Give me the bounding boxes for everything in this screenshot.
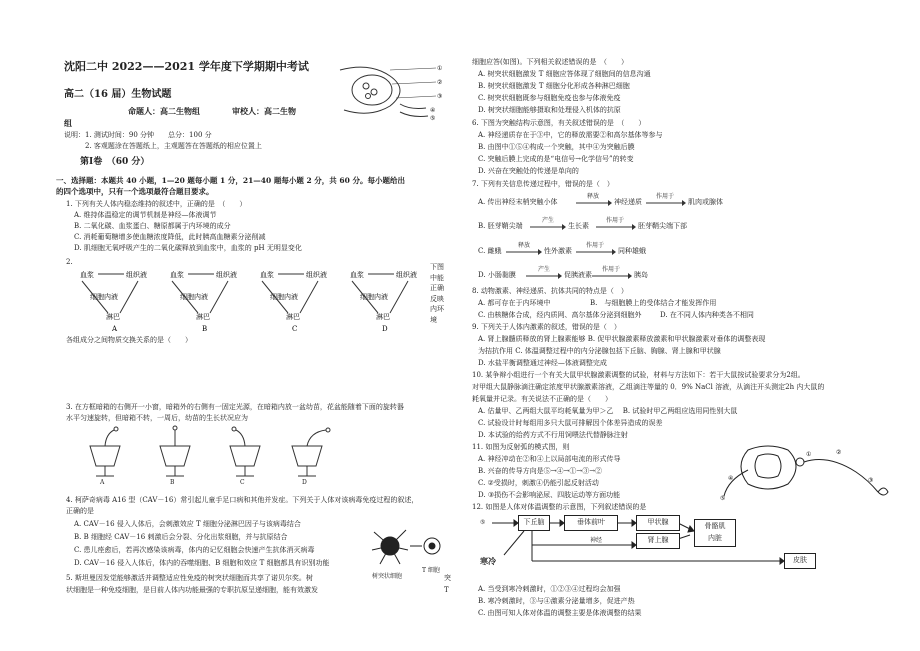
question-7: 7. 下列有关信息传递过程中，错误的是（ ）: [472, 180, 614, 188]
q5-side-2: T: [444, 586, 449, 594]
q7-b-middle: 生长素: [568, 222, 589, 230]
svg-text:组织液: 组织液: [306, 271, 327, 279]
q6-option-d: D. 兴奋在突触处的传递是单向的: [478, 167, 579, 175]
question-10: 10. 某争辩小组进行一个有关大鼠甲状腺激素调整的试验，材料与方法如下：若干大鼠按试验要求分为2组。: [472, 371, 805, 379]
q7-d-arrow1: [526, 273, 562, 279]
q7-c-verb1: 释放: [518, 242, 531, 249]
q7-c-verb2: 作用于: [586, 242, 605, 249]
svg-text:组织液: 组织液: [396, 271, 417, 279]
q12-option-a: A. 当受到寒冷刺激时，①②③④过程均会加强: [478, 585, 621, 593]
q8-option-b: B. 与细胞膜上的受体结合才能发挥作用: [590, 299, 717, 307]
q9-option-a: A. 肾上腺髓质释放的肾上腺素能够 B. 促甲状腺激素释放激素和甲状腺激素对垂体的调整表现: [478, 335, 766, 343]
authors-tail: 组: [64, 118, 72, 128]
q7-b-source: B. 胚芽鞘尖端: [478, 222, 523, 230]
node-thyroid: 甲状腺: [636, 515, 680, 531]
note-2: 2. 客观题涂在答题纸上，主观题答在答题纸的相应位置上: [64, 142, 262, 150]
svg-text:血浆: 血浆: [260, 271, 274, 279]
q4-option-a: A. CAV－16 侵入人体后，会刺激效应 T 细胞分泌淋巴因子与该病毒结合: [74, 520, 301, 528]
q5-option-b: B. 树突状细胞激发 T 细胞分化形成各种淋巴细胞: [478, 82, 630, 90]
q4-option-d: D. CAV－16 侵入人体后，体内的吞噬细胞、B 细胞和效应 T 细胞都具有识别功能: [74, 559, 330, 567]
question-12: 12. 如图是人体对体温调整的示意图，下列叙述错误的是: [472, 503, 647, 511]
q1-option-d: D. 肌细胞无氧呼吸产生的二氧化碳释放到血浆中，血浆的 pH 无明显变化: [74, 244, 302, 252]
node-pituitary: 垂体前叶: [564, 515, 618, 531]
svg-text:细胞内液: 细胞内液: [90, 293, 118, 301]
svg-text:⑤: ⑤: [430, 115, 436, 122]
q3-label-d: D: [302, 479, 307, 486]
q6-option-b: B. 由图中①⑤④构成一个突触，其中④为突触后膜: [478, 143, 635, 151]
q7-a-middle: 神经递质: [614, 198, 642, 206]
q2-side-text: 下图 中能 正确 反映 内环 境: [430, 263, 444, 324]
q10-option-a: A. 估量甲、乙两组大鼠平均耗氧量为甲＞乙 B. 试验时甲乙两组应选用同性别大鼠: [478, 407, 738, 415]
q1-option-b: B. 二氧化碳、血浆蛋白、糖原都属于内环境的成分: [74, 222, 231, 230]
svg-text:细胞内液: 细胞内液: [180, 293, 208, 301]
q11-option-c: C. ②受损时，刺激④仍能引起反射活动: [478, 479, 599, 487]
question-1: 1. 下列有关人体内稳态维持的叙述中，正确的是 （ ）: [66, 200, 247, 208]
q7-b-target: 胚芽鞘尖端下部: [638, 222, 687, 230]
q5-option-a: A. 树突状细胞激发 T 细胞应答体现了细胞间的信息沟通: [478, 70, 651, 78]
exam-title: 沈阳二中 2022——2021 学年度下学期期中考试: [64, 60, 309, 73]
question-9: 9. 下列关于人体内激素的叙述，错误的是（ ）: [472, 323, 621, 331]
q7-a-target: 肌肉或腺体: [688, 198, 723, 206]
node-skin: 皮肤: [784, 553, 816, 569]
question-2: 2.: [66, 258, 73, 266]
svg-text:淋巴: 淋巴: [286, 313, 300, 321]
reflex-arc-figure: [718, 440, 896, 502]
question-4: 4. 柯萨奇病毒 A16 型（CAV－16）常引起儿童手足口病和其他并发症。下列关于人体对该病毒免疫过程的叙述，: [66, 496, 419, 504]
svg-text:④: ④: [430, 107, 436, 114]
q8-option-c: C. 由核糖体合成，经内质网、高尔基体分泌到细胞外: [478, 311, 642, 319]
question-11: 11. 如图为反射弧的模式图，则: [472, 443, 570, 451]
q3-seedling-figure: [80, 424, 340, 484]
q7-b-verb1: 产生: [542, 217, 555, 224]
q7-d-source: D. 小肠黏膜: [478, 271, 516, 279]
q3-label-c: C: [240, 479, 245, 486]
q11-option-b: B. 兴奋的传导方向是⑤→④→①→③→②: [478, 467, 603, 475]
svg-text:淋巴: 淋巴: [196, 313, 210, 321]
node-muscle-viscera: 骨骼肌 内脏: [694, 519, 736, 547]
svg-text:①: ①: [437, 65, 443, 72]
question-10c: 耗氧量并记录。有关说法不正确的是（ ）: [472, 395, 612, 403]
q8-option-d: D. 在不同人体内种类各不相同: [660, 311, 754, 319]
instructions-1: 一、选择题：本题共 40 小题，1—20 题每小题 1 分，21—40 题每小题 2 分，共 60 分。每小题给出: [56, 176, 405, 185]
q12-option-b: B. 寒冷刺激时，③与④激素分泌量增多，促进产热: [478, 597, 635, 605]
svg-text:C: C: [292, 325, 298, 333]
q6-option-c: C. 突触后膜上完成的是“电信号→化学信号”的转变: [478, 155, 634, 163]
question-5b: 状细胞是一种免疫细胞，是目前人体内功能最强的专职抗原呈递细胞，能有效激发: [66, 586, 318, 594]
svg-text:组织液: 组织液: [216, 271, 237, 279]
q11-option-a: A. 神经冲动在②和④上以局部电流的形式传导: [478, 455, 621, 463]
q5-side-1: 突: [444, 574, 451, 582]
q7-d-target: 胰岛: [634, 271, 648, 279]
svg-text:②: ②: [836, 449, 842, 456]
section-title: 第Ⅰ卷 （60 分）: [80, 157, 150, 167]
q7-c-arrow2: [576, 249, 616, 255]
q6-option-a: A. 神经递质存在于③中，它的释放需要②和高尔基体等参与: [478, 131, 663, 139]
svg-text:血浆: 血浆: [170, 271, 184, 279]
svg-text:血浆: 血浆: [80, 271, 94, 279]
svg-text:③: ③: [437, 93, 443, 100]
q7-c-arrow1: [506, 249, 542, 255]
q7-d-verb1: 产生: [538, 266, 551, 273]
question-8: 8. 动物激素、神经递质、抗体共同的特点是（ ）: [472, 287, 628, 295]
thermoregulation-diagram: ⑤ 下丘脑 垂体前叶 甲状腺 肾上腺 骨骼肌 内脏 皮肤 神经 寒冷: [480, 515, 880, 575]
svg-text:⑤: ⑤: [720, 495, 726, 502]
q1-option-a: A. 维持体温稳定的调节机制是神经—体液调节: [74, 211, 217, 219]
label-cold: 寒冷: [480, 556, 496, 566]
svg-text:淋巴: 淋巴: [376, 313, 390, 321]
question-3: 3. 在方框暗箱的右侧开一小窗，暗箱外的右侧有一固定光源，在暗箱内放一盆幼苗，花盆能随着下面的旋转器: [66, 403, 404, 411]
q10-option-d: D. 本试验的给药方式不行用饲喂法代替静脉注射: [478, 431, 628, 439]
svg-text:血浆: 血浆: [350, 271, 364, 279]
question-3b: 水平匀速旋转，但暗箱不转，一周后，幼苗的生长状况应为: [66, 414, 248, 422]
svg-text:淋巴: 淋巴: [106, 313, 120, 321]
note-1: 说明：1. 测试时间：90 分钟 总分：100 分: [64, 131, 212, 139]
q4-option-b: B. B 细胞经 CAV－16 刺激后会分裂、分化出浆细胞，并与抗原结合: [74, 533, 288, 541]
instructions-2: 的四个选项中，只有一个选项最符合题目要求。: [56, 187, 214, 196]
label-nerve: 神经: [590, 537, 603, 544]
node-hypothalamus: 下丘脑: [518, 515, 550, 531]
q7-b-verb2: 作用于: [606, 217, 625, 224]
svg-text:B: B: [202, 325, 208, 333]
q10-option-c: C. 试验设计时每组用多只大鼠可排解因个体差异造成的误差: [478, 419, 663, 427]
svg-text:①: ①: [806, 451, 812, 458]
q7-b-arrow1: [530, 224, 566, 230]
question-5: 5. 斯坦曼因发觉能够激活并调整适应性免疫的树突状细胞而共享了诺贝尔奖。树: [66, 574, 313, 582]
q7-a-arrow1: [576, 200, 612, 206]
q7-a-verb1: 释放: [587, 193, 600, 200]
q2-diagrams: [72, 265, 428, 337]
q4-fig-label-t: T 细胞: [422, 567, 440, 574]
q7-a-verb2: 作用于: [656, 193, 675, 200]
question-4b: 正确的是: [66, 507, 94, 515]
question-6: 6. 下图为突触结构示意图，有关叙述错误的是 （ ）: [472, 119, 646, 127]
q7-d-verb2: 作用于: [602, 266, 621, 273]
q12-option-c: C. 由图可知人体对体温的调整主要是体液调整的结果: [478, 609, 642, 617]
exam-subtitle: 高二（16 届）生物试题: [64, 89, 172, 100]
q7-a-arrow2: [646, 200, 686, 206]
q9-option-a2: 为拮抗作用 C. 体温调整过程中的内分泌腺包括下丘脑、胸腺、肾上腺和甲状腺: [478, 347, 721, 355]
q7-d-arrow2: [592, 273, 632, 279]
svg-text:③: ③: [868, 477, 874, 484]
q7-c-middle: 性外激素: [544, 247, 572, 255]
q5-option-d: D. 树突状细胞能够摄取和处理侵入机体的抗原: [478, 106, 621, 114]
svg-text:A: A: [112, 325, 118, 333]
node-adrenal: 肾上腺: [636, 533, 680, 549]
authors-line: 命题人：高二生物组 审校人：高二生物: [128, 106, 296, 116]
q11-option-d: D. ③损伤不会影响泌尿、四肢运动等方面功能: [478, 491, 621, 499]
q8-option-a: A. 都可存在于内环境中: [478, 299, 551, 307]
q3-label-a: A: [100, 479, 105, 486]
question-10b: 对甲组大鼠静脉滴注确定浓度甲状腺激素溶液，乙组滴注等量的 0．9% NaCl 溶液，从滴注开头测定2h 内大鼠的: [472, 383, 825, 391]
svg-text:细胞内液: 细胞内液: [270, 293, 298, 301]
svg-text:④: ④: [728, 475, 734, 482]
svg-text:细胞内液: 细胞内液: [360, 293, 388, 301]
q2-tail: 各组成分之间物质交换关系的是（ ）: [66, 336, 192, 344]
svg-text:D: D: [382, 325, 388, 333]
q7-c-source: C. 雌蛾: [478, 247, 502, 255]
q5-continued: 细胞应答(如图)。下列相关叙述错误的是 （ ）: [472, 58, 628, 66]
q9-option-d: D. 水盐平衡调整通过神经—体液调整完成: [478, 359, 607, 367]
q5-option-c: C. 树突状细胞既参与细胞免疫也参与体液免疫: [478, 94, 621, 102]
q1-option-c: C. 消耗葡萄糖增多使血糖浓度降低，此时胰高血糖素分泌削减: [74, 233, 266, 241]
svg-text:组织液: 组织液: [126, 271, 147, 279]
q4-option-c: C. 患儿痊愈后，若再次感染该病毒，体内的记忆细胞会快速产生抗体消灭病毒: [74, 546, 315, 554]
q4-fig-label-dc: 树突状细胞: [372, 573, 403, 580]
q7-b-arrow2: [596, 224, 636, 230]
synapse-figure: [330, 60, 450, 122]
q7-a-source: A. 传出神经末梢突触小体: [478, 198, 558, 206]
q3-label-b: B: [170, 479, 175, 486]
q7-c-target: 同种雄蛾: [618, 247, 646, 255]
q7-d-middle: 促胰液素: [564, 271, 592, 279]
svg-text:②: ②: [437, 79, 443, 86]
